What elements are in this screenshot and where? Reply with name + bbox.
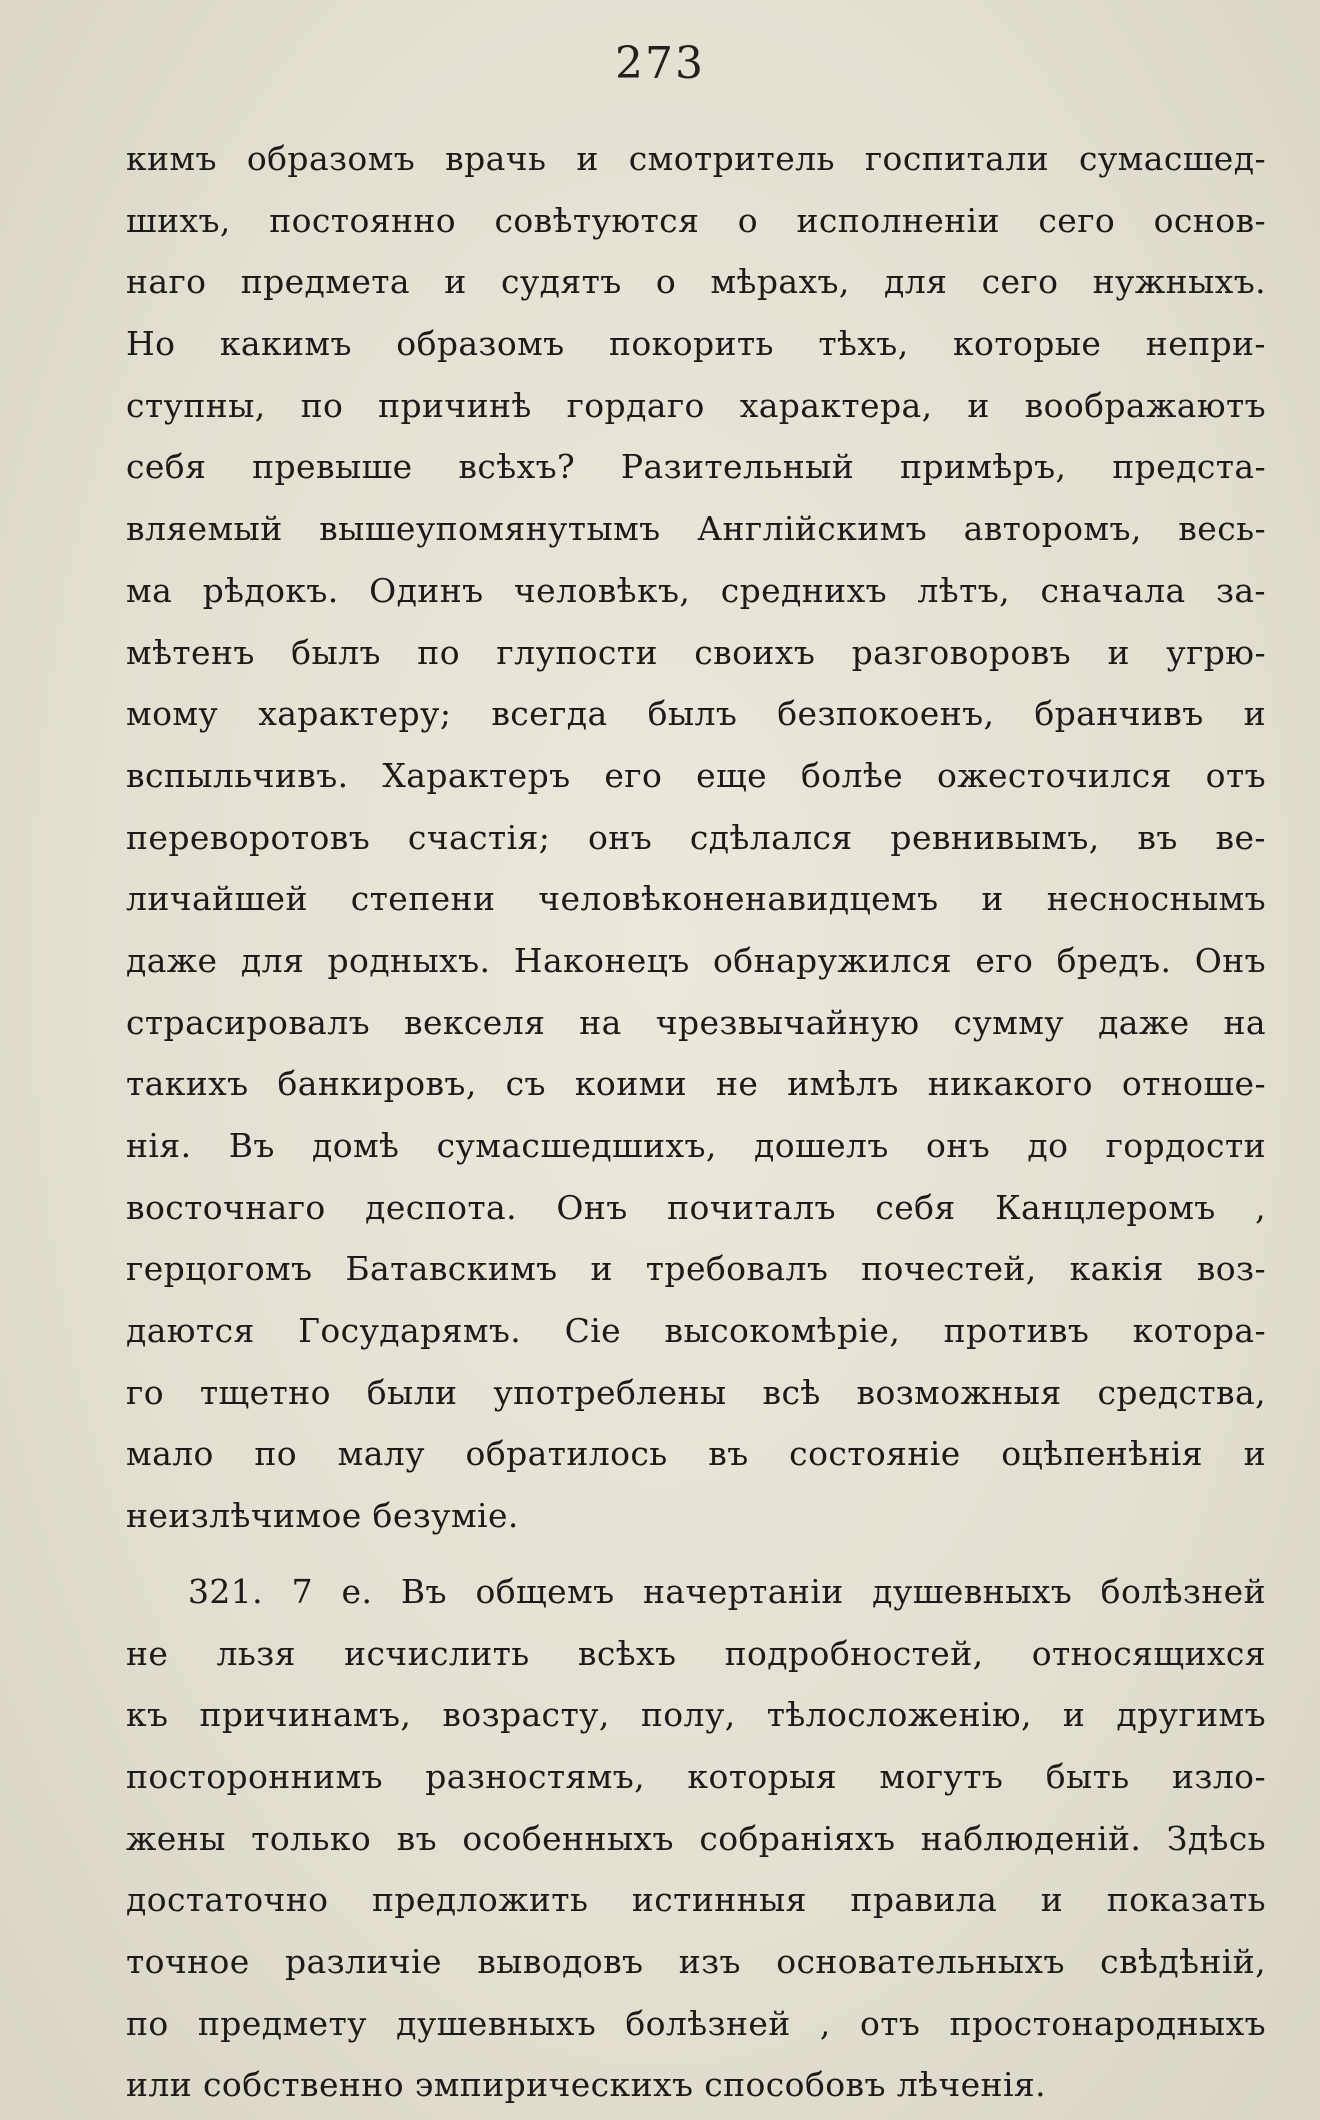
text-line: страсировалъ векселя на чрезвычайную сумму даже на bbox=[126, 1002, 1266, 1042]
paragraph-2 bbox=[126, 1561, 1266, 2116]
text-line: шихъ, постоянно совѣтуются о исполненіи сего основ- bbox=[126, 200, 1266, 240]
text-line: герцогомъ Батавскимъ и требовалъ почестей, какія воз- bbox=[126, 1249, 1266, 1289]
text-line: по предмету душевныхъ болѣзней , отъ простонародныхъ bbox=[126, 2003, 1266, 2043]
text-line: вляемый вышеупомянутымъ Англійскимъ авторомъ, весь- bbox=[126, 509, 1266, 549]
text-line: даже для родныхъ. Наконецъ обнаружился его бредъ. Онъ bbox=[126, 940, 1266, 980]
text-line: мѣтенъ былъ по глупости своихъ разговоровъ и угрю- bbox=[126, 632, 1266, 672]
text-line: кимъ образомъ врачь и смотритель госпитали сумасшед- bbox=[126, 139, 1266, 178]
text-line: себя превыше всѣхъ? Разительный примѣръ, предста- bbox=[126, 447, 1266, 487]
text-line: ступны, по причинѣ гордаго характера, и воображаютъ bbox=[126, 385, 1266, 425]
text-line: вспыльчивъ. Характеръ его еще болѣе ожесточился отъ bbox=[126, 755, 1266, 795]
text-line: мало по малу обратилось въ состояніе оцѣпенѣнія и bbox=[126, 1434, 1266, 1474]
page-body bbox=[126, 128, 1266, 2116]
text-line: даются Государямъ. Сіе высокомѣріе, противъ которa- bbox=[126, 1311, 1266, 1351]
text-line: достаточно предложить истинныя правила и показать bbox=[126, 1880, 1266, 1920]
text-line: точное различіе выводовъ изъ основательныхъ свѣдѣній, bbox=[126, 1941, 1266, 1981]
text-line: неизлѣчимое безуміе. bbox=[126, 1496, 519, 1536]
paragraph-gap bbox=[126, 1547, 1266, 1561]
text-line: 321. 7 е. Въ общемъ начертаніи душевныхъ болѣзней bbox=[188, 1571, 1266, 1611]
text-line: нія. Въ домѣ сумасшедшихъ, дошелъ онъ до гордости bbox=[126, 1126, 1266, 1165]
text-line: или собственно эмпирическихъ способовъ лѣченія. bbox=[126, 2065, 1047, 2105]
text-line: Но какимъ образомъ покорить тѣхъ, которые непри- bbox=[126, 324, 1266, 364]
text-line: мому характеру; всегда былъ безпокоенъ, бранчивъ и bbox=[126, 694, 1266, 734]
text-line: жены только въ особенныхъ собраніяхъ наблюденій. Здѣсь bbox=[126, 1818, 1266, 1858]
page-number: 273 bbox=[615, 38, 705, 89]
text-line: восточнаго деспота. Онъ почиталъ себя Канцлеромъ , bbox=[126, 1187, 1266, 1227]
text-line: къ причинамъ, возрасту, полу, тѣлосложенію, и другимъ bbox=[126, 1695, 1266, 1735]
text-line: постороннимъ разностямъ, которыя могутъ быть изло- bbox=[126, 1756, 1266, 1796]
text-line: такихъ банкировъ, съ коими не имѣлъ никакого отноше- bbox=[126, 1064, 1266, 1104]
text-line: переворотовъ счастія; онъ сдѣлался ревнивымъ, въ ве- bbox=[126, 817, 1266, 857]
text-line: ма рѣдокъ. Одинъ человѣкъ, среднихъ лѣтъ, сначала за- bbox=[126, 570, 1266, 610]
text-line: не льзя исчислить всѣхъ подробностей, относящихся bbox=[126, 1633, 1266, 1673]
paragraph-1 bbox=[126, 128, 1266, 1547]
text-line: наго предмета и судятъ о мѣрахъ, для сего нужныхъ. bbox=[126, 262, 1266, 302]
text-line: го тщетно были употреблены всѣ возможныя средства, bbox=[126, 1372, 1266, 1412]
text-line: личайшей степени человѣконенавидцемъ и несноснымъ bbox=[126, 879, 1266, 919]
